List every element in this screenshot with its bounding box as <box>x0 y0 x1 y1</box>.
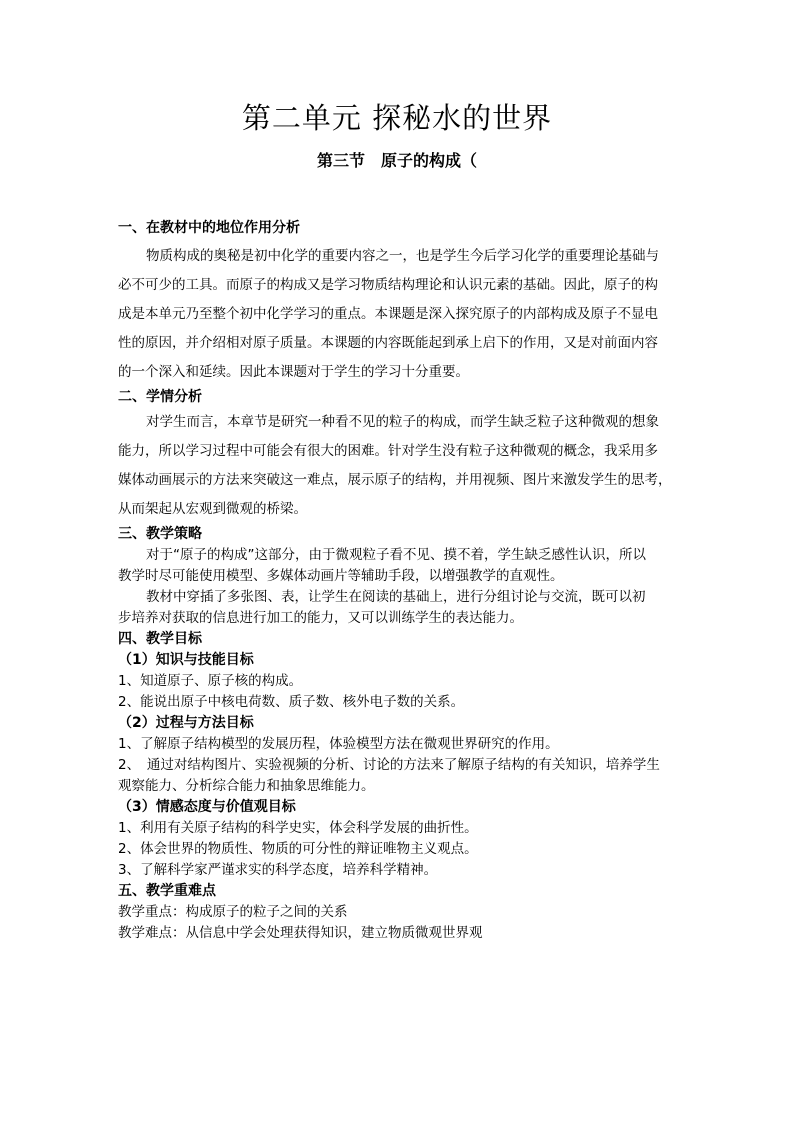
document-body <box>118 218 678 944</box>
paragraph-line: 能力，所以学习过程中可能会有很大的困难。针对学生没有粒子这种微观的概念，我采用多 <box>118 443 658 459</box>
list-item: 2、能说出原子中核电荷数、质子数、核外电子数的关系。 <box>118 694 465 710</box>
list-item: 教学难点：从信息中学会处理获得知识，建立物质微观世界观 <box>118 925 483 941</box>
paragraph-line: 媒体动画展示的方法来突破这一难点，展示原子的结构，并用视频、图片来激发学生的思考， <box>118 472 672 488</box>
subtitle-text: 第三节 原子的构成（ <box>316 151 477 170</box>
document-subtitle <box>0 148 794 171</box>
list-item: 1、利用有关原子结构的科学史实，体会科学发展的曲折性。 <box>118 820 478 836</box>
list-item: 教学重点：构成原子的粒子之间的关系 <box>118 904 348 920</box>
section-heading-4: 四、教学目标 <box>118 631 202 647</box>
paragraph-line: 对学生而言，本章节是研究一种看不见的粒子的构成，而学生缺乏粒子这种微观的想象 <box>146 414 659 430</box>
list-item: 1、知道原子、原子核的构成。 <box>118 673 303 689</box>
subsection-heading: （3）情感态度与价值观目标 <box>118 799 296 815</box>
paragraph-line: 成是本单元乃至整个初中化学学习的重点。本课题是深入探究原子的内部构成及原子不显电 <box>118 306 658 322</box>
paragraph-line: 对于“原子的构成”这部分，由于微观粒子看不见、摸不着，学生缺乏感性认识，所以 <box>146 547 646 563</box>
section-heading-2: 二、学情分析 <box>118 389 202 405</box>
document-title: 第二单元 探秘水的世界 <box>241 101 553 135</box>
list-item: 2、体会世界的物质性、物质的可分性的辩证唯物主义观点。 <box>118 841 478 857</box>
paragraph-line: 性的原因，并介绍相对原子质量。本课题的内容既能起到承上启下的作用，又是对前面内容 <box>118 335 658 351</box>
list-item: 观察能力、分析综合能力和抽象思维能力。 <box>118 778 375 794</box>
paragraph-line: 教材中穿插了多张图、表，让学生在阅读的基础上，进行分组讨论与交流，既可以初 <box>146 589 646 605</box>
subsection-heading: （2）过程与方法目标 <box>118 715 254 731</box>
section-heading-5: 五、教学重难点 <box>118 883 216 899</box>
section-heading-3: 三、教学策略 <box>118 526 202 542</box>
paragraph-line: 的一个深入和延续。因此本课题对于学生的学习十分重要。 <box>118 364 469 380</box>
paragraph-line: 必不可少的工具。而原子的构成又是学习物质结构理论和认识元素的基础。因此，原子的构 <box>118 277 658 293</box>
paragraph-line: 从而架起从宏观到微观的桥梁。 <box>118 501 307 517</box>
list-item: 3、了解科学家严谨求实的科学态度，培养科学精神。 <box>118 862 438 878</box>
section-heading-1: 一、在教材中的地位作用分析 <box>118 220 300 236</box>
subsection-heading: （1）知识与技能目标 <box>118 652 254 668</box>
paragraph-line: 步培养对获取的信息进行加工的能力，又可以训练学生的表达能力。 <box>118 610 523 626</box>
paragraph-line: 物质构成的奥秘是初中化学的重要内容之一，也是学生今后学习化学的重要理论基础与 <box>146 248 659 264</box>
list-item: 1、了解原子结构模型的发展历程，体验模型方法在微观世界研究的作用。 <box>118 736 559 752</box>
paragraph-line: 教学时尽可能使用模型、多媒体动画片等辅助手段，以增强教学的直观性。 <box>118 568 564 584</box>
list-item: 2、 通过对结构图片、实验视频的分析、讨论的方法来了解原子结构的有关知识，培养学生 <box>118 757 660 773</box>
